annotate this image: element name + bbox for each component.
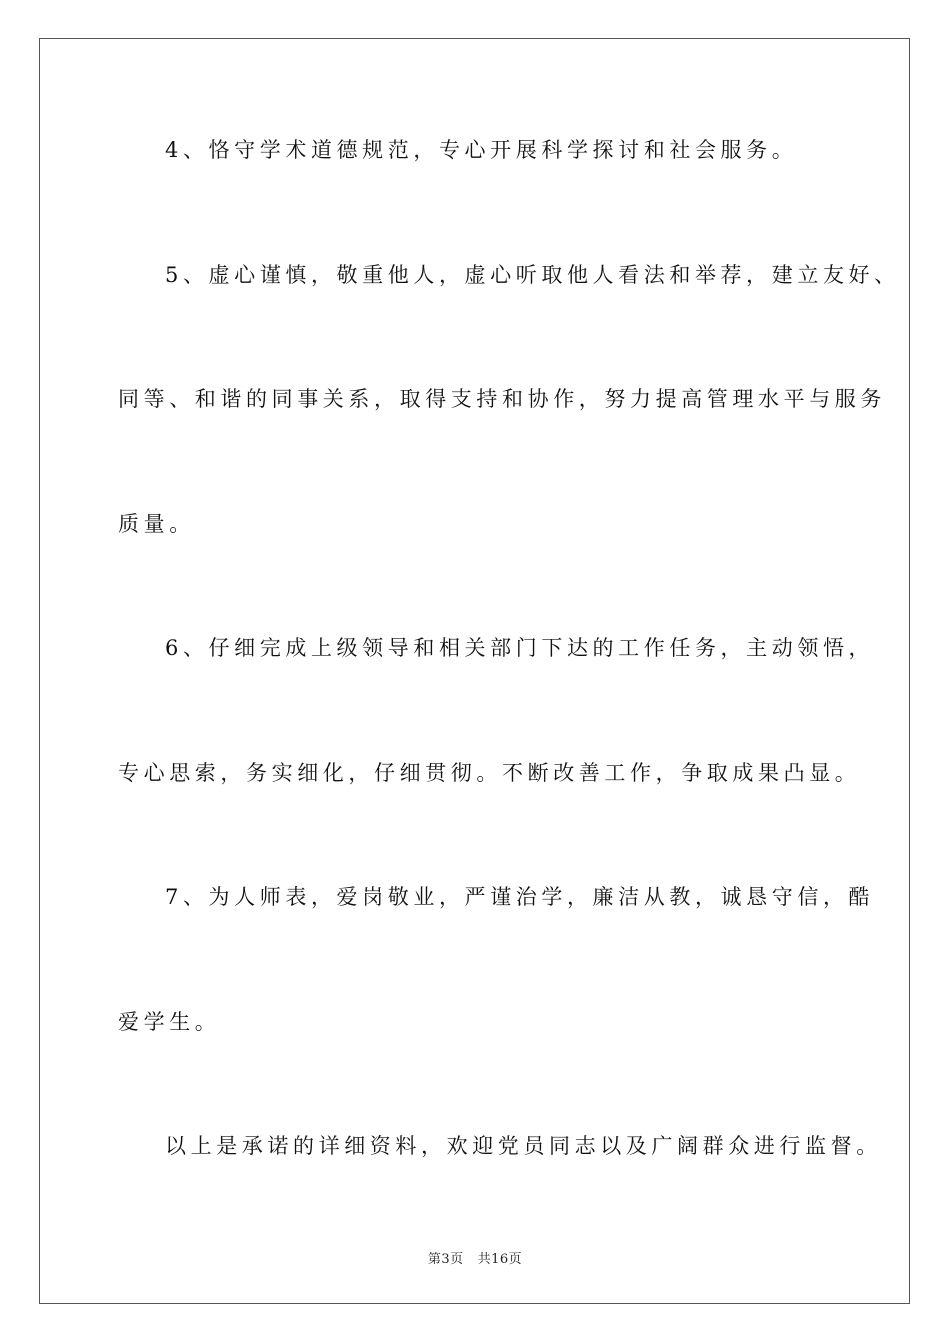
paragraph-4: 4、恪守学术道德规范，专心开展科学探讨和社会服务。 <box>165 138 798 162</box>
closing-paragraph: 以上是承诺的详细资料，欢迎党员同志以及广阔群众进行监督。 <box>165 1134 882 1158</box>
page-number-current: 第3页 <box>427 1252 464 1267</box>
paragraph-6-line-1: 6、仔细完成上级领导和相关部门下达的工作任务，主动领悟， <box>165 636 875 660</box>
page-number-total: 共16页 <box>477 1252 523 1267</box>
paragraph-6-line-2: 专心思索，务实细化，仔细贯彻。不断改善工作，争取成果凸显。 <box>118 761 861 785</box>
page-border <box>39 38 910 1304</box>
paragraph-5-line-3: 质量。 <box>118 512 195 536</box>
paragraph-5-line-1: 5、虚心谨慎，敬重他人，虚心听取他人看法和举荐，建立友好、 <box>165 263 900 287</box>
page-footer <box>0 1248 950 1267</box>
paragraph-7-line-1: 7、为人师表，爱岗敬业，严谨治学，廉洁从教，诚恳守信，酷 <box>165 885 875 909</box>
paragraph-5-line-2: 同等、和谐的同事关系，取得支持和协作，努力提高管理水平与服务 <box>118 387 886 411</box>
paragraph-7-line-2: 爱学生。 <box>118 1010 221 1034</box>
